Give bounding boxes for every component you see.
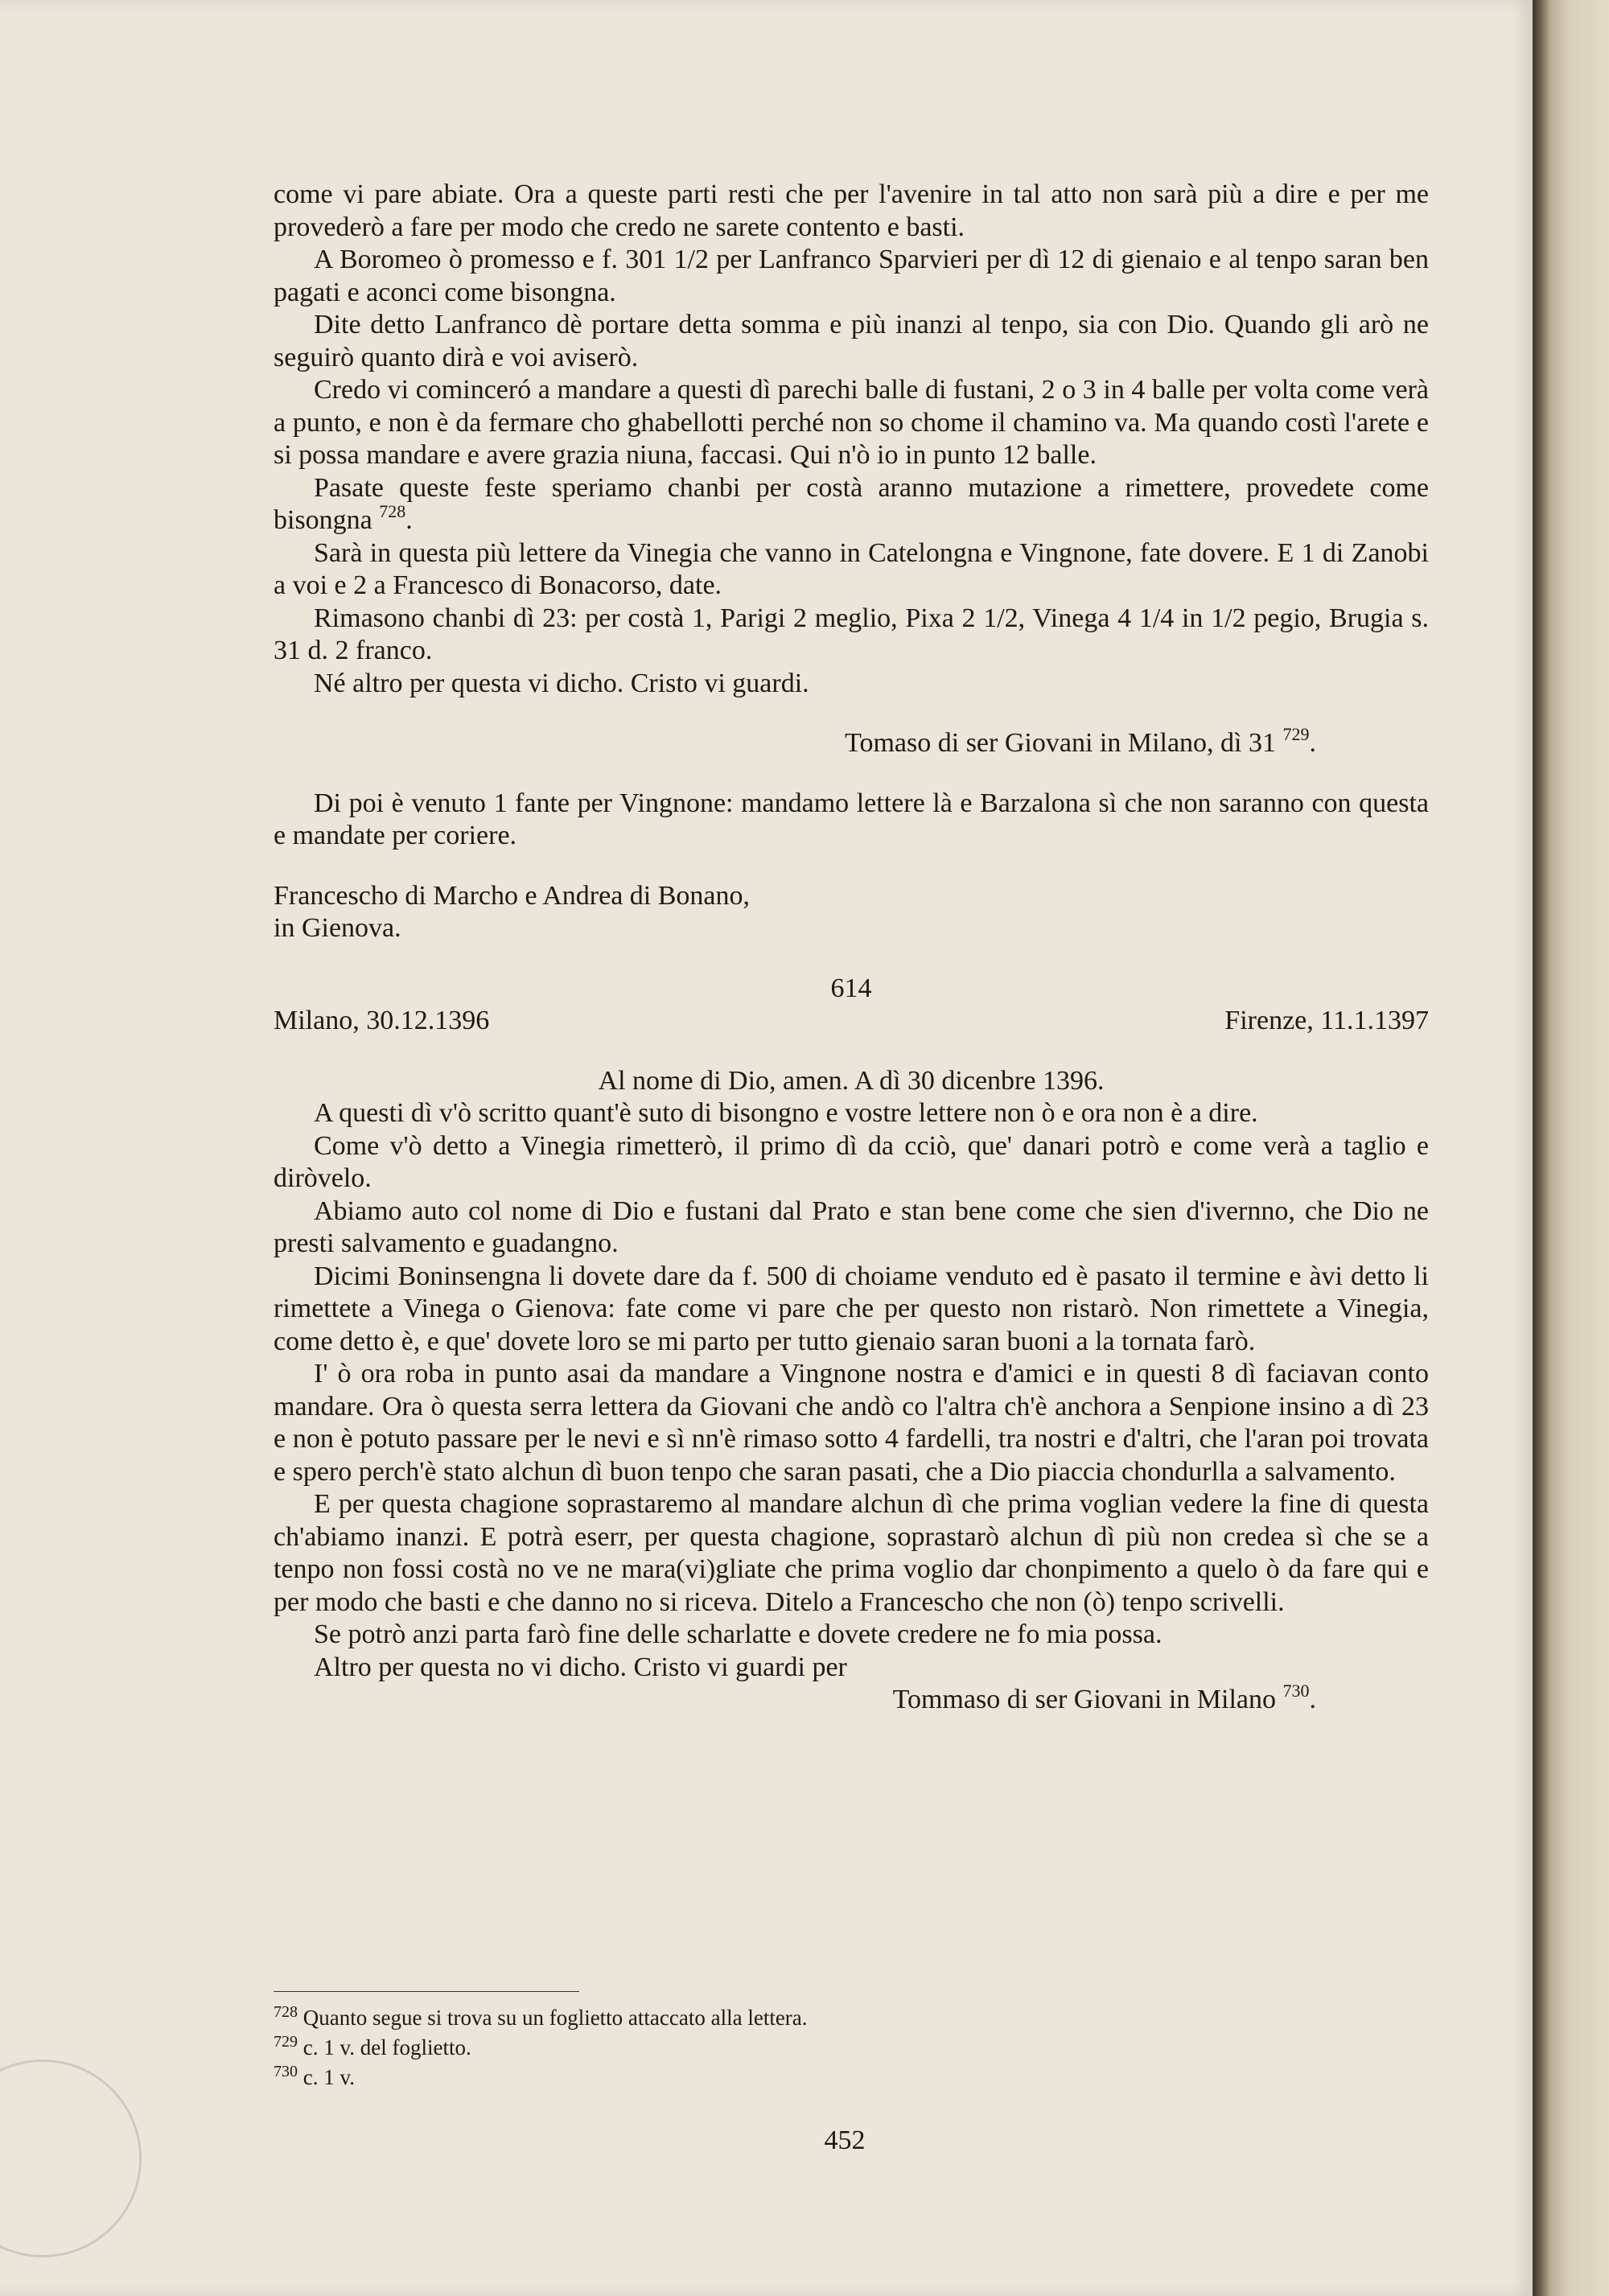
- signature: [274, 1681, 1429, 1717]
- paragraph: Né altro per questa vi dicho. Cristo vi guardi.: [314, 668, 809, 698]
- footnote-text: c. 1 v. del foglietto.: [298, 2035, 471, 2059]
- signature-text: Tomaso di ser Giovani in Milano, dì 31: [845, 728, 1283, 758]
- footnote-ref: 728: [379, 501, 406, 521]
- faded-stamp: [0, 2059, 142, 2257]
- paragraph: Dicimi Boninsengna li dovete dare da f. 500 di choiame venduto ed è pasato il termine e àvi detto li rimettete a Vinega o Gienova: fate come vi pare che per questo non ristarò. Non rimettete a Vinegia, come detto è, e que' dovete loro se mi parto per tutto gienaio saran buoni a la tornata farò.: [274, 1261, 1429, 1356]
- address-line: in Gienova.: [274, 913, 401, 943]
- footnotes: [274, 1991, 1429, 2092]
- paragraph: Dite detto Lanfranco dè portare detta somma e più inanzi al tenpo, sia con Dio. Quando gli arò ne seguirò quanto dirà e voi aviserò.: [274, 310, 1429, 372]
- letter-destination: Firenze, 11.1.1397: [1224, 1006, 1429, 1035]
- punctuation: .: [405, 505, 413, 535]
- paragraph: I' ò ora roba in punto asai da mandare a Vingnone nostra e d'amici e in questi 8 dì faciavan conto mandare. Ora ò questa serra lettera da Giovani che andò co l'altra ch'è anchora a Senpione insino a dì 23 e non è potuto passare per le nevi e sì nn'è rimaso sotto 4 fardelli, tra nostri e d'altri, che l'aran poi trovata e spero perch'è stato alchun dì buon tenpo che saran pasati, che a Dio piaccia chondurlla a salvamento.: [274, 1359, 1429, 1487]
- footnote-number: 728: [274, 2003, 298, 2021]
- footnote-text: Quanto segue si trova su un foglietto attaccato alla lettera.: [298, 2006, 808, 2030]
- paragraph: A questi dì v'ò scritto quant'è suto di bisongno e vostre lettere non ò e ora non è a dire.: [314, 1098, 1258, 1128]
- invocation: Al nome di Dio, amen. A dì 30 dicenbre 1396.: [598, 1065, 1105, 1096]
- footnote: [274, 2003, 1429, 2033]
- page-number: 452: [824, 2125, 866, 2155]
- paragraph: Credo vi cominceró a mandare a questi dì parechi balle di fustani, 2 o 3 in 4 balle per volta come verà a punto, e non è da fermare cho ghabellotti perché non so chome il chamino va. Ma quando costì l'arete e si possa mandare e avere grazia niuna, faccasi. Qui n'ò io in punto 12 balle.: [274, 375, 1429, 470]
- paragraph: A Boromeo ò promesso e f. 301 1/2 per Lanfranco Sparvieri per dì 12 di gienaio e al tenpo saran ben pagati e aconci come bisongna.: [274, 245, 1429, 307]
- paragraph: Altro per questa no vi dicho. Cristo vi guardi per: [314, 1652, 847, 1682]
- paragraph: Se potrò anzi parta farò fine delle scharlatte e dovete credere ne fo mia possa.: [314, 1619, 1163, 1649]
- signature-text: Tommaso di ser Giovani in Milano: [892, 1685, 1283, 1714]
- paragraph-text: Pasate queste feste speriamo chanbi per costà aranno mutazione a rimettere, provedete come bisongna: [274, 472, 1429, 535]
- book-spine-edge: [1533, 0, 1609, 2296]
- paragraph: E per questa chagione soprastaremo al mandare alchun dì che prima voglian vedere la fine di questa ch'abiamo inanzi. E potrà eserr, per questa chagione, soprastarò alchun dì più non credea sì che se a tenpo non fossi costà no ve ne mara(vi)gliate che prima voglio dar chonpimento a quelo ò da fare qui e per modo che basti e che danno no si riceva. Ditelo a Francescho che non (ò) tenpo scrivelli.: [274, 1489, 1429, 1617]
- letter-origin: Milano, 30.12.1396: [274, 1006, 490, 1035]
- footnote-ref: 729: [1282, 724, 1310, 744]
- paragraph: come vi pare abiate. Ora a queste parti resti che per l'avenire in tal atto non sarà più a dire e per me provederò a fare per modo che credo ne sarete contento e basti.: [274, 179, 1429, 242]
- paragraph: [274, 472, 1429, 537]
- letter-header: [274, 1005, 1429, 1038]
- footnote-ref: 730: [1282, 1681, 1310, 1701]
- paragraph: Abiamo auto col nome di Dio e fustani dal Prato e stan bene come che sien d'ivernno, che Dio ne presti salvamento e guadangno.: [274, 1195, 1429, 1258]
- footnote-text: c. 1 v.: [298, 2065, 355, 2089]
- paragraph: Come v'ò detto a Vinegia rimetterò, il primo dì da cciò, que' danari potrò e come verà a taglio e diròvelo.: [274, 1130, 1429, 1193]
- address-line: Francescho di Marcho e Andrea di Bonano,: [274, 880, 750, 911]
- footnote: [274, 2063, 1429, 2092]
- letter-number: 614: [830, 973, 872, 1003]
- footnote-rule: [274, 1991, 579, 1992]
- paragraph: Rimasono chanbi dì 23: per costà 1, Parigi 2 meglio, Pixa 2 1/2, Vinega 4 1/4 in 1/2 pegio, Brugia s. 31 d. 2 franco.: [274, 603, 1429, 665]
- signature: [274, 724, 1429, 760]
- paragraph: Sarà in questa più lettere da Vinegia che vanno in Catelongna e Vingnone, fate dovere. E 1 di Zanobi a voi e 2 a Francesco di Bonacorso, date.: [274, 537, 1429, 600]
- footnote-number: 730: [274, 2063, 298, 2080]
- main-text: [274, 179, 1429, 1717]
- punctuation: .: [1309, 728, 1316, 758]
- footnote-number: 729: [274, 2033, 298, 2051]
- punctuation: .: [1309, 1685, 1316, 1714]
- postscript: Di poi è venuto 1 fante per Vingnone: mandamo lettere là e Barzalona sì che non saranno con questa e mandate per coriere.: [274, 788, 1429, 850]
- footnote: [274, 2033, 1429, 2063]
